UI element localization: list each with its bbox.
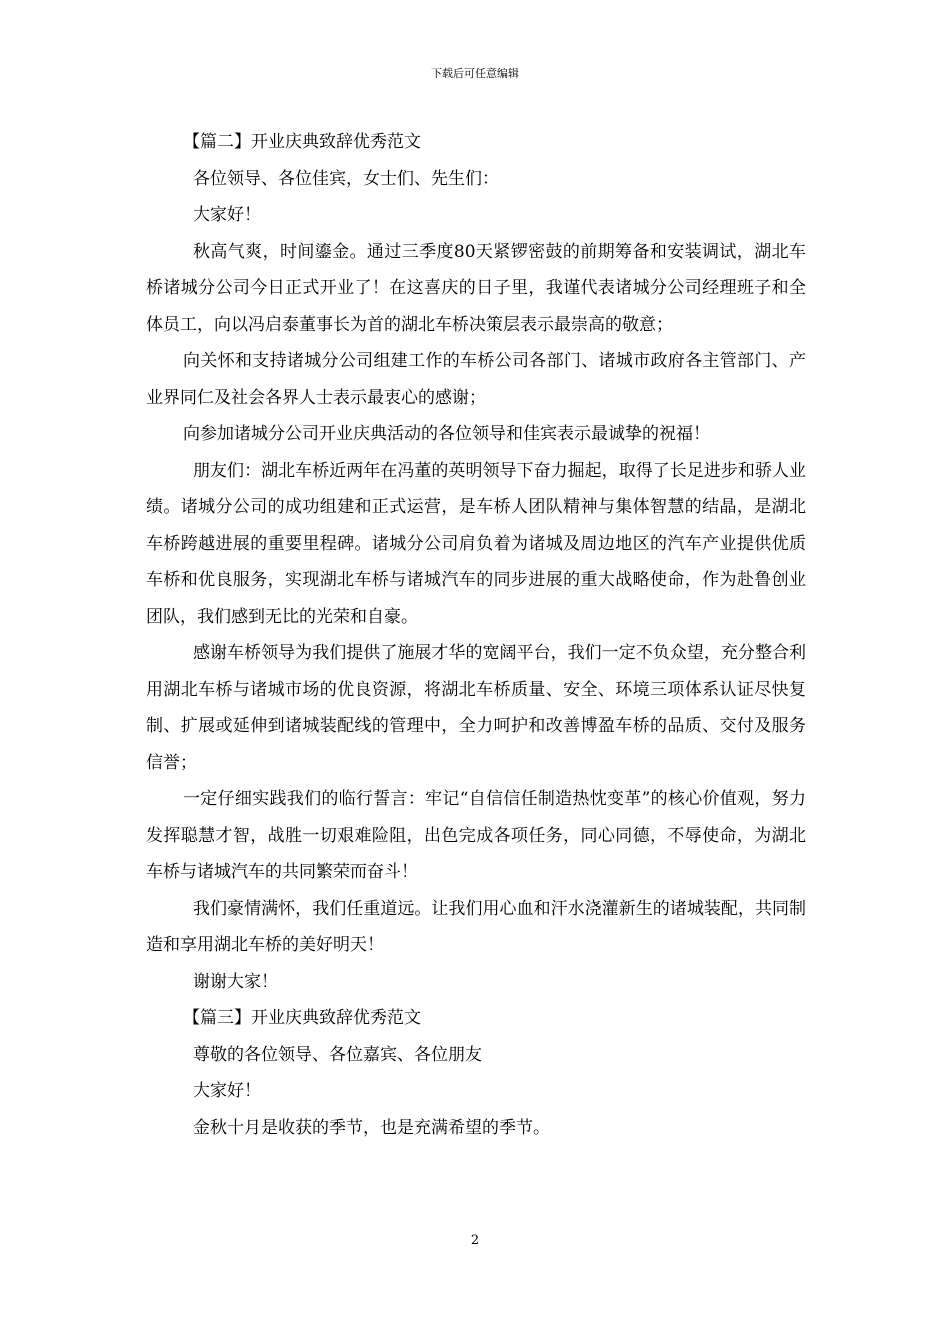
body-paragraph: 秋高气爽，时间鎏金。通过三季度80天紧锣密鼓的前期筹备和安装调试，湖北车桥诸城分公司今日正式开业了！在这喜庆的日子里，我谨代表诸城分公司经理班子和全体员工，向以冯启泰董事长为首的湖北车桥决策层表示最崇高的敬意；	[146, 241, 806, 335]
body-paragraph: 金秋十月是收获的季节，也是充满希望的季节。	[193, 1117, 550, 1138]
header-note: 下载后可任意编辑	[431, 67, 519, 80]
section-heading-3: 【篇三】开业庆典致辞优秀范文	[183, 1008, 421, 1028]
page-number: 2	[470, 1233, 480, 1248]
page-footer	[0, 1233, 950, 1249]
body-paragraph: 向关怀和支持诸城分公司组建工作的车桥公司各部门、诸城市政府各主管部门、产业界同仁及社会各界人士表示最衷心的感谢；	[146, 351, 806, 408]
body-paragraph: 一定仔细实践我们的临行誓言：牢记“自信信任制造热忱变革”的核心价值观，努力发挥聪慧才智，战胜一切艰难险阻，出色完成各项任务，同心同德，不辱使命，为湖北车桥与诸城汽车的共同繁荣而奋斗！	[146, 789, 806, 882]
body-paragraph: 我们豪情满怀，我们任重道远。让我们用心血和汗水浇灌新生的诸城装配，共同制造和享用湖北车桥的美好明天！	[146, 898, 806, 955]
greeting: 大家好！	[193, 1081, 261, 1101]
document-body	[146, 124, 806, 1146]
page-header	[0, 67, 950, 81]
salutation: 尊敬的各位领导、各位嘉宾、各位朋友	[193, 1044, 482, 1065]
section-heading-2: 【篇二】开业庆典致辞优秀范文	[183, 132, 421, 152]
body-paragraph: 朋友们：湖北车桥近两年在冯董的英明领导下奋力掘起，取得了长足进步和骄人业绩。诸城分公司的成功组建和正式运营，是车桥人团队精神与集体智慧的结晶，是湖北车桥跨越进展的重要里程碑。诸城分公司肩负着为诸城及周边地区的汽车产业提供优质车桥和优良服务，实现湖北车桥与诸城汽车的同步进展的重大战略使命，作为赴鲁创业团队，我们感到无比的光荣和自豪。	[146, 460, 806, 627]
body-paragraph: 感谢车桥领导为我们提供了施展才华的宽阔平台，我们一定不负众望，充分整合利用湖北车桥与诸城市场的优良资源，将湖北车桥质量、安全、环境三项体系认证尽快复制、扩展或延伸到诸城装配线的管理中，全力呵护和改善博盈车桥的品质、交付及服务信誉；	[146, 643, 806, 773]
greeting: 大家好！	[193, 205, 261, 225]
salutation: 各位领导、各位佳宾，女士们、先生们：	[193, 168, 499, 189]
body-paragraph: 向参加诸城分公司开业庆典活动的各位领导和佳宾表示最诚挚的祝福！	[183, 424, 710, 444]
closing-thanks: 谢谢大家！	[193, 971, 278, 992]
